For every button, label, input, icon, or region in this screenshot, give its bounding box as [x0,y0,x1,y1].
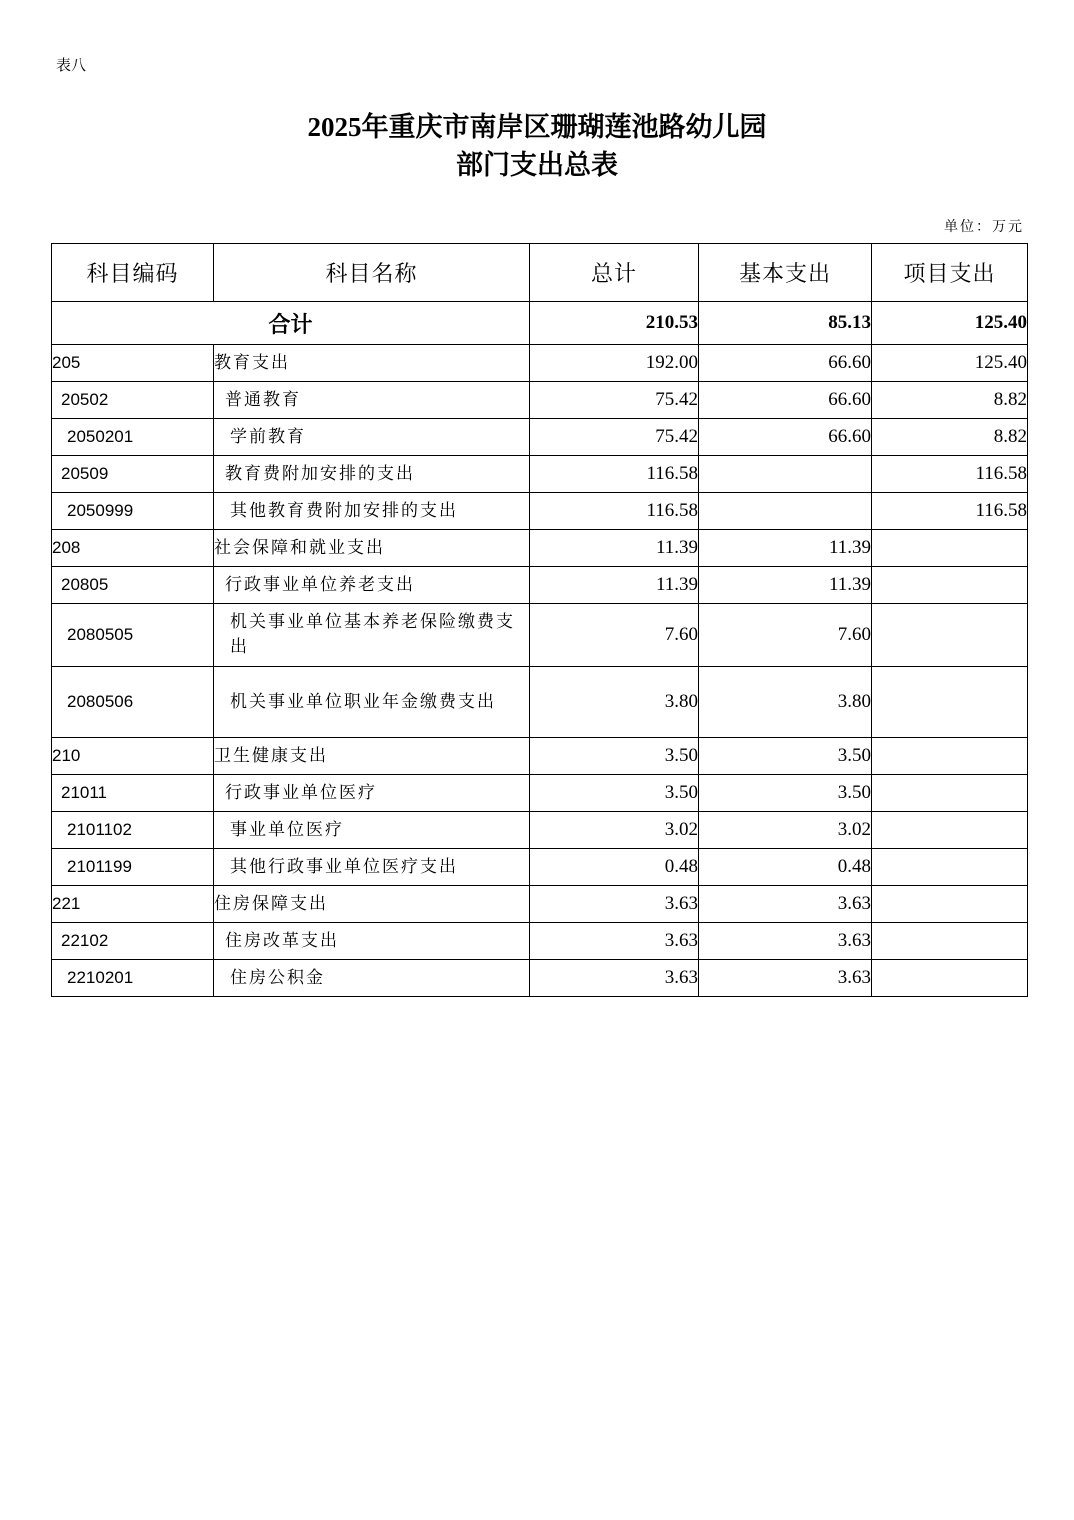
document-label: 表八 [56,56,87,74]
row-project [872,775,1028,812]
row-total: 3.63 [530,960,699,997]
row-name: 其他行政事业单位医疗支出 [214,849,530,886]
row-basic: 3.63 [699,960,872,997]
expenditure-table [51,243,1028,997]
page-title: 2025年重庆市南岸区珊瑚莲池路幼儿园 [307,112,767,142]
row-code: 2050999 [52,493,214,530]
table-row [52,960,1028,997]
row-name: 卫生健康支出 [214,738,530,775]
row-code: 22102 [52,923,214,960]
header-row [52,244,1028,302]
row-name: 行政事业单位养老支出 [214,567,530,604]
table-row [52,812,1028,849]
table-row [52,849,1028,886]
table-row [52,738,1028,775]
row-name: 学前教育 [214,419,530,456]
row-project [872,923,1028,960]
row-total: 11.39 [530,530,699,567]
row-project [872,960,1028,997]
row-name: 住房保障支出 [214,886,530,923]
row-basic: 11.39 [699,530,872,567]
row-project [872,886,1028,923]
row-name: 行政事业单位医疗 [214,775,530,812]
row-total: 75.42 [530,382,699,419]
row-basic: 11.39 [699,567,872,604]
row-basic: 66.60 [699,345,872,382]
row-code: 2101199 [52,849,214,886]
row-total: 116.58 [530,493,699,530]
row-total: 0.48 [530,849,699,886]
row-name: 机关事业单位基本养老保险缴费支出 [214,604,530,667]
row-basic: 66.60 [699,419,872,456]
row-total: 3.50 [530,738,699,775]
row-code: 20805 [52,567,214,604]
row-name: 普通教育 [214,382,530,419]
table-row [52,604,1028,667]
row-code: 210 [52,738,214,775]
row-total: 3.50 [530,775,699,812]
row-total: 75.42 [530,419,699,456]
table-row [52,667,1028,738]
table-row [52,775,1028,812]
table-row [52,886,1028,923]
row-project [872,738,1028,775]
total-project: 125.40 [872,302,1028,345]
row-project: 116.58 [872,493,1028,530]
row-code: 2210201 [52,960,214,997]
row-project [872,849,1028,886]
header-basic: 基本支出 [699,244,872,302]
row-basic [699,456,872,493]
header-code: 科目编码 [52,244,214,302]
row-code: 21011 [52,775,214,812]
row-project: 8.82 [872,419,1028,456]
table-row [52,923,1028,960]
row-code: 2080506 [52,667,214,738]
row-code: 2080505 [52,604,214,667]
total-label: 合计 [52,302,530,345]
table-row [52,456,1028,493]
row-total: 3.63 [530,923,699,960]
total-row [52,302,1028,345]
row-name: 机关事业单位职业年金缴费支出 [214,667,530,738]
row-total: 7.60 [530,604,699,667]
row-basic: 3.50 [699,738,872,775]
row-code: 208 [52,530,214,567]
table-row [52,530,1028,567]
row-total: 116.58 [530,456,699,493]
row-code: 221 [52,886,214,923]
row-name: 住房改革支出 [214,923,530,960]
table-row [52,493,1028,530]
total-basic: 85.13 [699,302,872,345]
row-basic: 0.48 [699,849,872,886]
row-code: 205 [52,345,214,382]
row-basic: 3.50 [699,775,872,812]
row-code: 2050201 [52,419,214,456]
total-sum: 210.53 [530,302,699,345]
row-code: 20502 [52,382,214,419]
row-project: 116.58 [872,456,1028,493]
row-name: 事业单位医疗 [214,812,530,849]
row-project [872,530,1028,567]
row-name: 教育费附加安排的支出 [214,456,530,493]
row-name: 住房公积金 [214,960,530,997]
row-basic: 7.60 [699,604,872,667]
row-project: 8.82 [872,382,1028,419]
row-total: 11.39 [530,567,699,604]
row-total: 192.00 [530,345,699,382]
row-name: 其他教育费附加安排的支出 [214,493,530,530]
row-project [872,567,1028,604]
table-row [52,419,1028,456]
row-project: 125.40 [872,345,1028,382]
row-project [872,604,1028,667]
row-project [872,667,1028,738]
row-name: 教育支出 [214,345,530,382]
row-basic: 3.63 [699,923,872,960]
header-total: 总计 [530,244,699,302]
row-code: 20509 [52,456,214,493]
row-name: 社会保障和就业支出 [214,530,530,567]
header-project: 项目支出 [872,244,1028,302]
row-total: 3.80 [530,667,699,738]
unit-label: 单位：万元 [944,219,1024,235]
row-basic: 3.63 [699,886,872,923]
table-row [52,345,1028,382]
row-basic: 3.80 [699,667,872,738]
table-row [52,567,1028,604]
table-row [52,382,1028,419]
row-code: 2101102 [52,812,214,849]
row-basic: 66.60 [699,382,872,419]
row-total: 3.02 [530,812,699,849]
row-basic: 3.02 [699,812,872,849]
row-project [872,812,1028,849]
page-subtitle: 部门支出总表 [456,150,618,180]
row-basic [699,493,872,530]
row-total: 3.63 [530,886,699,923]
header-name: 科目名称 [214,244,530,302]
